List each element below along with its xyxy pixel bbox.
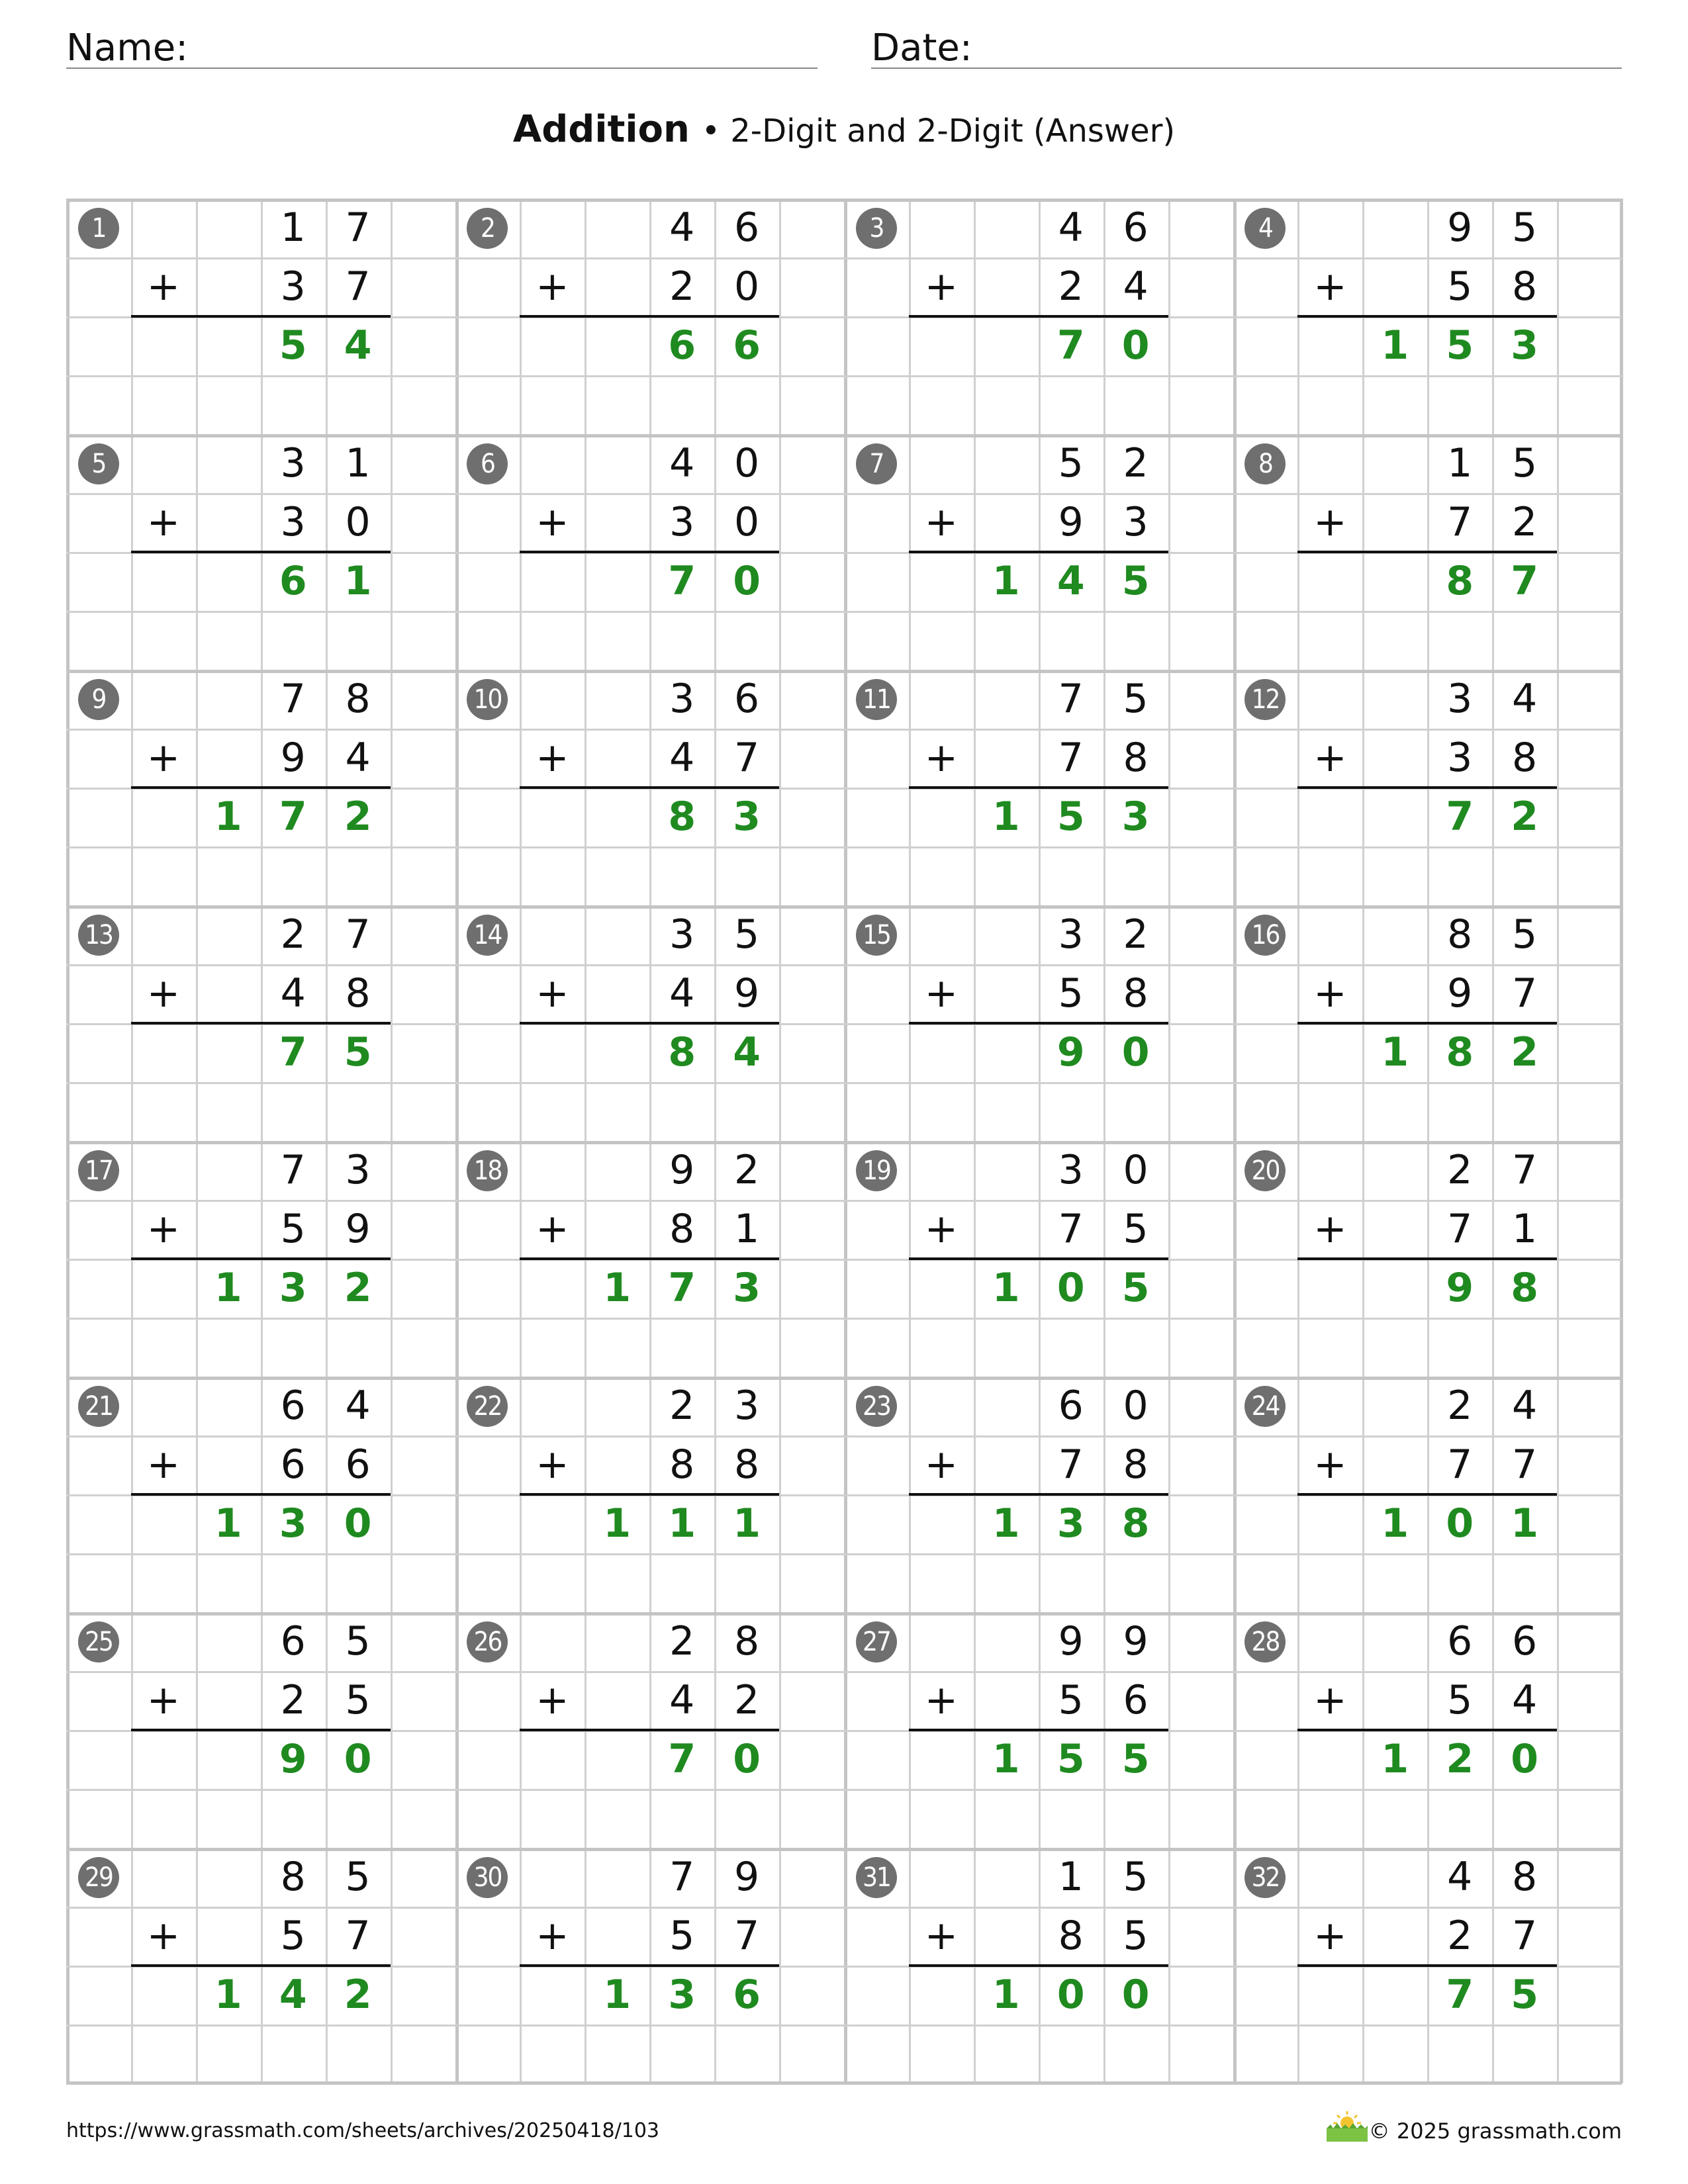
plus-operator: + [924, 1206, 958, 1252]
plus-operator: + [146, 1441, 180, 1488]
addend-digit: 9 [1447, 205, 1473, 251]
plus-operator: + [536, 1206, 569, 1252]
answer-digit: 4 [279, 1972, 307, 2018]
addend-digit: 5 [1058, 440, 1084, 486]
addend-digit: 5 [1123, 676, 1149, 722]
addend-digit: 2 [1447, 1383, 1473, 1429]
plus-operator: + [1313, 970, 1347, 1017]
addend-digit: 9 [1123, 1618, 1149, 1664]
addend-digit: 7 [280, 676, 306, 722]
problem-number-badge: 22 [467, 1386, 508, 1427]
addend-digit: 7 [345, 1913, 371, 1959]
answer-digit: 1 [733, 1500, 761, 1547]
addend-digit: 8 [1058, 1913, 1084, 1959]
addend-digit: 9 [280, 735, 306, 781]
answer-digit: 1 [214, 1972, 242, 2018]
addend-digit: 7 [1447, 1441, 1473, 1488]
answer-digit: 1 [992, 794, 1020, 840]
addend-digit: 7 [1058, 676, 1084, 722]
answer-digit: 0 [1446, 1500, 1474, 1547]
problem-number-badge: 5 [78, 443, 119, 484]
addend-digit: 5 [1512, 911, 1538, 958]
answer-digit: 2 [344, 1972, 372, 2018]
answer-digit: 5 [1121, 1736, 1150, 1782]
problem-number-badge: 14 [467, 915, 508, 956]
addend-digit: 9 [345, 1206, 371, 1252]
problem-number-badge: 30 [467, 1857, 508, 1898]
addend-digit: 2 [734, 1147, 760, 1193]
answer-digit: 5 [1446, 322, 1474, 369]
answer-digit: 1 [603, 1265, 632, 1311]
addend-digit: 2 [280, 1677, 306, 1723]
problem-number-badge: 2 [467, 208, 508, 249]
answer-digit: 8 [1446, 558, 1474, 604]
answer-digit: 3 [279, 1265, 307, 1311]
addend-digit: 7 [734, 1913, 760, 1959]
grid-line-horizontal [66, 1318, 1622, 1320]
addend-digit: 5 [1447, 1677, 1473, 1723]
plus-operator: + [924, 1441, 958, 1488]
answer-digit: 5 [344, 1029, 372, 1075]
date-line[interactable] [871, 68, 1622, 69]
addend-digit: 3 [345, 1147, 371, 1193]
plus-operator: + [924, 263, 958, 310]
addend-digit: 1 [1058, 1854, 1084, 1900]
grid-line-horizontal [66, 611, 1622, 613]
addend-digit: 7 [345, 911, 371, 958]
addend-digit: 6 [1123, 205, 1149, 251]
problem-grid [66, 199, 1622, 2083]
addend-digit: 2 [1512, 499, 1538, 545]
answer-digit: 5 [1121, 1265, 1150, 1311]
addend-digit: 9 [1058, 1618, 1084, 1664]
addend-digit: 9 [669, 1147, 695, 1193]
addend-digit: 4 [669, 735, 695, 781]
answer-digit: 1 [214, 794, 242, 840]
plus-operator: + [1313, 263, 1347, 310]
answer-digit: 4 [1056, 558, 1085, 604]
addend-digit: 6 [280, 1618, 306, 1664]
answer-digit: 3 [1121, 794, 1150, 840]
addend-digit: 7 [1512, 1913, 1538, 1959]
answer-digit: 0 [1056, 1972, 1085, 2018]
problem-number-badge: 3 [856, 208, 897, 249]
problem-number-badge: 7 [856, 443, 897, 484]
answer-digit: 3 [279, 1500, 307, 1547]
addend-digit: 8 [734, 1441, 760, 1488]
addend-digit: 3 [280, 440, 306, 486]
answer-digit: 5 [1056, 794, 1085, 840]
addend-digit: 7 [1512, 1441, 1538, 1488]
addend-digit: 3 [280, 263, 306, 310]
problem-number-badge: 20 [1244, 1150, 1286, 1191]
addend-digit: 9 [734, 970, 760, 1017]
addend-digit: 2 [1058, 263, 1084, 310]
plus-operator: + [146, 499, 180, 545]
title-main: Addition [512, 108, 690, 151]
answer-digit: 6 [733, 322, 761, 369]
answer-digit: 0 [733, 558, 761, 604]
addend-digit: 5 [1512, 440, 1538, 486]
addend-digit: 6 [280, 1383, 306, 1429]
answer-digit: 4 [344, 322, 372, 369]
addend-digit: 8 [734, 1618, 760, 1664]
addend-digit: 4 [669, 205, 695, 251]
addend-digit: 1 [345, 440, 371, 486]
problem-number-badge: 15 [856, 915, 897, 956]
plus-operator: + [146, 1677, 180, 1723]
addend-digit: 4 [1447, 1854, 1473, 1900]
addend-digit: 5 [734, 911, 760, 958]
answer-digit: 0 [1121, 1972, 1150, 2018]
addend-digit: 4 [345, 1383, 371, 1429]
addend-digit: 5 [1123, 1206, 1149, 1252]
answer-digit: 1 [992, 558, 1020, 604]
answer-digit: 7 [668, 1736, 696, 1782]
answer-digit: 8 [1511, 1265, 1538, 1311]
answer-digit: 3 [1511, 322, 1538, 369]
answer-digit: 7 [668, 558, 696, 604]
addend-digit: 4 [1512, 1677, 1538, 1723]
answer-digit: 3 [1056, 1500, 1085, 1547]
answer-digit: 1 [668, 1500, 696, 1547]
addend-digit: 3 [1058, 1147, 1084, 1193]
answer-digit: 7 [279, 1029, 307, 1075]
addend-digit: 3 [669, 676, 695, 722]
plus-operator: + [536, 970, 569, 1017]
addend-digit: 6 [280, 1441, 306, 1488]
answer-digit: 0 [733, 1736, 761, 1782]
addend-digit: 4 [1123, 263, 1149, 310]
addend-digit: 1 [1447, 440, 1473, 486]
addend-digit: 7 [1058, 1441, 1084, 1488]
answer-digit: 0 [344, 1736, 372, 1782]
addend-digit: 6 [1123, 1677, 1149, 1723]
answer-digit: 2 [1511, 794, 1538, 840]
plus-operator: + [146, 1913, 180, 1959]
problem-number-badge: 4 [1244, 208, 1286, 249]
addend-digit: 2 [280, 911, 306, 958]
addend-digit: 4 [1512, 676, 1538, 722]
addend-digit: 2 [1123, 911, 1149, 958]
plus-operator: + [924, 970, 958, 1017]
plus-operator: + [146, 735, 180, 781]
addend-digit: 9 [734, 1854, 760, 1900]
addend-digit: 5 [1123, 1854, 1149, 1900]
answer-digit: 8 [668, 1029, 696, 1075]
addend-digit: 8 [669, 1441, 695, 1488]
addend-digit: 3 [1058, 911, 1084, 958]
addend-digit: 8 [1512, 1854, 1538, 1900]
problem-number-badge: 31 [856, 1857, 897, 1898]
grid-line-horizontal [66, 2081, 1622, 2085]
addend-digit: 9 [1447, 970, 1473, 1017]
addend-digit: 3 [1447, 676, 1473, 722]
answer-digit: 3 [733, 794, 761, 840]
answer-digit: 2 [1446, 1736, 1474, 1782]
addend-digit: 6 [345, 1441, 371, 1488]
answer-digit: 1 [1381, 1500, 1409, 1547]
answer-digit: 0 [1121, 322, 1150, 369]
problem-number-badge: 6 [467, 443, 508, 484]
addend-digit: 4 [669, 970, 695, 1017]
answer-digit: 5 [279, 322, 307, 369]
problem-number-badge: 17 [78, 1150, 119, 1191]
plus-operator: + [924, 735, 958, 781]
answer-digit: 9 [1446, 1265, 1474, 1311]
grid-line-horizontal [66, 1553, 1622, 1555]
grass-sun-logo-icon [1324, 2109, 1370, 2143]
answer-digit: 2 [344, 794, 372, 840]
title-sub: • 2-Digit and 2-Digit (Answer) [701, 113, 1176, 150]
addend-digit: 2 [734, 1677, 760, 1723]
plus-operator: + [536, 263, 569, 310]
addend-digit: 5 [1123, 1913, 1149, 1959]
grid-line-horizontal [66, 1082, 1622, 1084]
addend-digit: 2 [1447, 1147, 1473, 1193]
problem-number-badge: 28 [1244, 1621, 1286, 1662]
addend-digit: 8 [1123, 970, 1149, 1017]
addend-digit: 7 [1512, 1147, 1538, 1193]
answer-digit: 7 [1056, 322, 1085, 369]
addend-digit: 8 [1447, 911, 1473, 958]
answer-digit: 3 [733, 1265, 761, 1311]
addend-digit: 9 [1058, 499, 1084, 545]
addend-digit: 3 [734, 1383, 760, 1429]
answer-digit: 2 [344, 1265, 372, 1311]
addend-digit: 7 [280, 1147, 306, 1193]
addend-digit: 0 [734, 263, 760, 310]
answer-digit: 7 [279, 794, 307, 840]
problem-number-badge: 21 [78, 1386, 119, 1427]
name-label: Name: [66, 26, 189, 69]
answer-digit: 1 [992, 1500, 1020, 1547]
addend-digit: 4 [280, 970, 306, 1017]
answer-digit: 7 [1446, 1972, 1474, 2018]
plus-operator: + [146, 970, 180, 1017]
addend-digit: 6 [1058, 1383, 1084, 1429]
problem-number-badge: 11 [856, 679, 897, 720]
addend-digit: 7 [1447, 1206, 1473, 1252]
problem-number-badge: 25 [78, 1621, 119, 1662]
grid-line-horizontal [66, 2025, 1622, 2026]
answer-digit: 0 [1056, 1265, 1085, 1311]
addend-digit: 7 [1512, 970, 1538, 1017]
answer-digit: 1 [1381, 322, 1409, 369]
addend-digit: 5 [345, 1854, 371, 1900]
plus-operator: + [1313, 1206, 1347, 1252]
grid-line-horizontal [66, 375, 1622, 377]
grid-line-horizontal [66, 1789, 1622, 1791]
answer-digit: 0 [344, 1500, 372, 1547]
addend-digit: 8 [1512, 263, 1538, 310]
addend-digit: 7 [669, 1854, 695, 1900]
answer-digit: 1 [214, 1500, 242, 1547]
addend-digit: 7 [345, 263, 371, 310]
addend-digit: 4 [1512, 1383, 1538, 1429]
addend-digit: 8 [280, 1854, 306, 1900]
addend-digit: 2 [669, 263, 695, 310]
answer-digit: 9 [279, 1736, 307, 1782]
answer-digit: 4 [733, 1029, 761, 1075]
problem-number-badge: 18 [467, 1150, 508, 1191]
plus-operator: + [1313, 1913, 1347, 1959]
addend-digit: 3 [669, 499, 695, 545]
answer-digit: 1 [1381, 1736, 1409, 1782]
addend-digit: 2 [1123, 440, 1149, 486]
addend-digit: 5 [1447, 263, 1473, 310]
answer-digit: 5 [1056, 1736, 1085, 1782]
answer-digit: 7 [1446, 794, 1474, 840]
answer-digit: 2 [1511, 1029, 1538, 1075]
addend-digit: 7 [734, 735, 760, 781]
addend-digit: 7 [1058, 735, 1084, 781]
answer-digit: 1 [1511, 1500, 1538, 1547]
problem-number-badge: 29 [78, 1857, 119, 1898]
problem-number-badge: 27 [856, 1621, 897, 1662]
addend-digit: 5 [345, 1677, 371, 1723]
addend-digit: 0 [1123, 1147, 1149, 1193]
addend-digit: 2 [669, 1618, 695, 1664]
answer-digit: 0 [1511, 1736, 1538, 1782]
addend-digit: 8 [345, 676, 371, 722]
name-line[interactable] [66, 68, 818, 69]
answer-digit: 5 [1511, 1972, 1538, 2018]
addend-digit: 2 [1447, 1913, 1473, 1959]
answer-digit: 7 [1511, 558, 1538, 604]
addend-digit: 0 [345, 499, 371, 545]
addend-digit: 8 [669, 1206, 695, 1252]
date-label: Date: [871, 26, 972, 69]
addend-digit: 3 [280, 499, 306, 545]
answer-digit: 0 [1121, 1029, 1150, 1075]
plus-operator: + [146, 263, 180, 310]
answer-digit: 1 [1381, 1029, 1409, 1075]
problem-number-badge: 16 [1244, 915, 1286, 956]
addend-digit: 4 [345, 735, 371, 781]
addend-digit: 3 [1123, 499, 1149, 545]
plus-operator: + [1313, 1677, 1347, 1723]
addend-digit: 8 [1123, 1441, 1149, 1488]
addend-digit: 6 [734, 676, 760, 722]
plus-operator: + [536, 1677, 569, 1723]
addend-digit: 1 [734, 1206, 760, 1252]
plus-operator: + [924, 1677, 958, 1723]
addend-digit: 4 [669, 1677, 695, 1723]
answer-digit: 1 [603, 1972, 632, 2018]
answer-digit: 8 [668, 794, 696, 840]
answer-digit: 6 [279, 558, 307, 604]
problem-number-badge: 26 [467, 1621, 508, 1662]
problem-number-badge: 19 [856, 1150, 897, 1191]
footer-copyright: © 2025 grassmath.com [1368, 2118, 1622, 2144]
answer-digit: 3 [668, 1972, 696, 2018]
answer-digit: 1 [214, 1265, 242, 1311]
addend-digit: 7 [345, 205, 371, 251]
addend-digit: 8 [345, 970, 371, 1017]
answer-digit: 6 [668, 322, 696, 369]
plus-operator: + [536, 735, 569, 781]
problem-number-badge: 1 [78, 208, 119, 249]
problem-number-badge: 32 [1244, 1857, 1286, 1898]
answer-digit: 8 [1446, 1029, 1474, 1075]
addend-digit: 5 [669, 1913, 695, 1959]
problem-number-badge: 23 [856, 1386, 897, 1427]
plus-operator: + [1313, 735, 1347, 781]
answer-digit: 1 [992, 1972, 1020, 2018]
answer-digit: 9 [1056, 1029, 1085, 1075]
problem-number-badge: 12 [1244, 679, 1286, 720]
addend-digit: 5 [1058, 1677, 1084, 1723]
footer-url: https://www.grassmath.com/sheets/archives/20250418/103 [66, 2119, 660, 2142]
plus-operator: + [146, 1206, 180, 1252]
addend-digit: 6 [734, 205, 760, 251]
problem-number-badge: 13 [78, 915, 119, 956]
plus-operator: + [924, 499, 958, 545]
problem-number-badge: 8 [1244, 443, 1286, 484]
addend-digit: 7 [1447, 499, 1473, 545]
addend-digit: 5 [1058, 970, 1084, 1017]
answer-digit: 1 [344, 558, 372, 604]
addend-digit: 5 [280, 1913, 306, 1959]
plus-operator: + [1313, 1441, 1347, 1488]
addend-digit: 1 [280, 205, 306, 251]
answer-digit: 5 [1121, 558, 1150, 604]
plus-operator: + [536, 1913, 569, 1959]
addend-digit: 0 [734, 499, 760, 545]
plus-operator: + [1313, 499, 1347, 545]
worksheet-title [0, 106, 1688, 155]
problem-number-badge: 9 [78, 679, 119, 720]
addend-digit: 8 [1512, 735, 1538, 781]
addend-digit: 1 [1512, 1206, 1538, 1252]
addend-digit: 4 [1058, 205, 1084, 251]
problem-number-badge: 24 [1244, 1386, 1286, 1427]
addend-digit: 2 [669, 1383, 695, 1429]
addend-digit: 5 [345, 1618, 371, 1664]
answer-digit: 1 [603, 1500, 632, 1547]
addend-digit: 8 [1123, 735, 1149, 781]
plus-operator: + [536, 1441, 569, 1488]
addend-digit: 5 [1512, 205, 1538, 251]
plus-operator: + [536, 499, 569, 545]
plus-operator: + [924, 1913, 958, 1959]
addend-digit: 6 [1512, 1618, 1538, 1664]
answer-digit: 7 [668, 1265, 696, 1311]
answer-digit: 1 [992, 1265, 1020, 1311]
addend-digit: 0 [734, 440, 760, 486]
grid-line-horizontal [66, 846, 1622, 848]
addend-digit: 3 [1447, 735, 1473, 781]
addend-digit: 7 [1058, 1206, 1084, 1252]
addend-digit: 5 [280, 1206, 306, 1252]
addend-digit: 0 [1123, 1383, 1149, 1429]
addend-digit: 6 [1447, 1618, 1473, 1664]
addend-digit: 3 [669, 911, 695, 958]
addend-digit: 4 [669, 440, 695, 486]
answer-digit: 1 [992, 1736, 1020, 1782]
answer-digit: 8 [1121, 1500, 1150, 1547]
problem-number-badge: 10 [467, 679, 508, 720]
answer-digit: 6 [733, 1972, 761, 2018]
